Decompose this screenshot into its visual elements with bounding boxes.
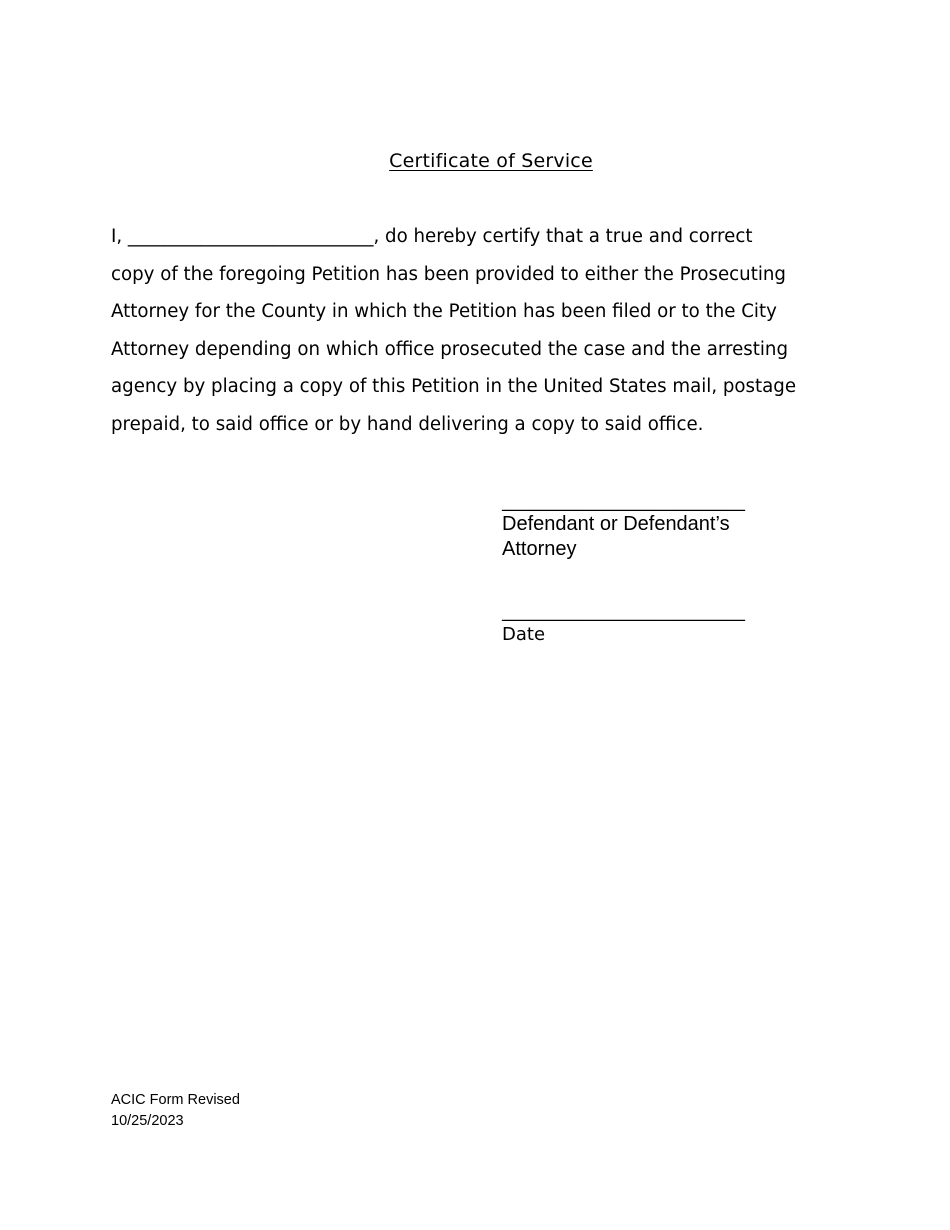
date-label: Date [502, 624, 546, 645]
attorney-signature-line: ___________________________ [502, 491, 745, 512]
date-signature-line: ___________________________ [502, 601, 745, 622]
page-title: Certificate of Service [389, 150, 593, 172]
footer-form-name: ACIC Form Revised [111, 1092, 240, 1108]
form-footer [111, 1090, 240, 1132]
footer-revision-date: 10/25/2023 [111, 1113, 184, 1129]
date-signature-block [502, 602, 862, 647]
attorney-signature-label-line2: Attorney [502, 538, 577, 560]
certification-paragraph: I, ___________________________, do hereby certify that a true and correct copy of the foregoing Petition has been provided to either the Prosecuting Attorney for the County in which the Petition has been filed or to the City Attorney depending on which office prosecuted the case and the arresting agency by placing a copy of this Petition in the United States mail, postage prepaid, to said office or by hand delivering a copy to said office. [111, 226, 797, 435]
attorney-signature-label-line1: Defendant or Defendant’s [502, 513, 730, 535]
attorney-signature-block [502, 492, 862, 562]
